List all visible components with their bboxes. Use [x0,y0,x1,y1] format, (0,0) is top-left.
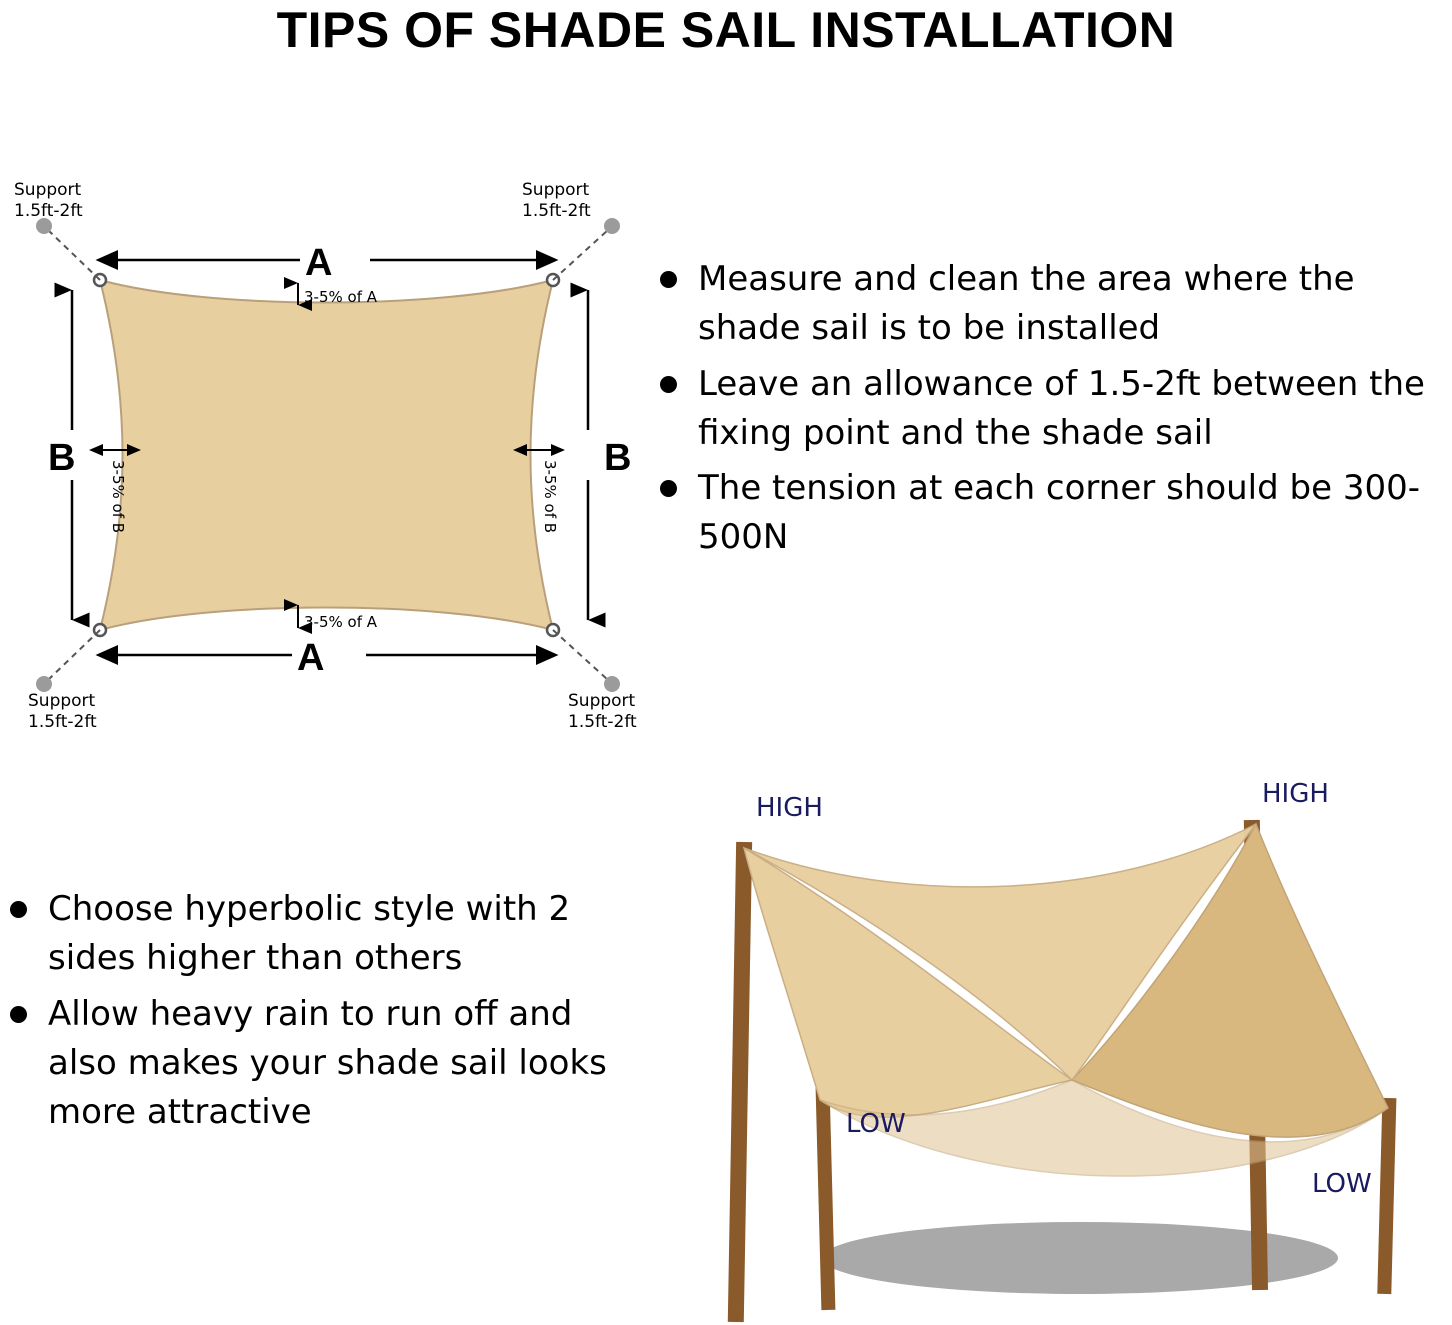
support-dot-bottom-right [604,676,620,692]
bullet-text: Choose hyperbolic style with 2 sides higher than others [48,889,571,979]
curve-label-bottom: 3-5% of A [304,613,378,631]
bullet-dot-icon [660,376,677,393]
support-line-top-right [553,230,608,280]
top-section [0,150,1452,750]
dim-label-bottom-A: A [297,637,325,679]
list-item [650,360,1450,459]
bottom-bullets [0,885,640,1143]
sail-shape [100,280,553,630]
page-title: TIPS OF SHADE SAIL INSTALLATION [276,2,1176,58]
dim-label-left-B: B [48,437,76,479]
bullet-text: Measure and clean the area where the shade sail is to be installed [698,259,1355,349]
label-high-left: HIGH [756,793,823,823]
bullet-dot-icon [10,1006,27,1023]
dim-label-right-B: B [604,437,632,479]
curve-label-left: 3-5% of B [109,460,127,534]
support-line-bottom-right [553,630,608,680]
pole-low-left [815,1080,835,1310]
support-dot-bottom-left [36,676,52,692]
support-label-top-left-line1: Support [14,180,82,200]
bullet-dot-icon [660,271,677,288]
list-item [0,885,640,984]
curve-label-top: 3-5% of A [304,288,378,306]
bullet-text: Allow heavy rain to run off and also makes your shade sail looks more attractive [48,993,607,1133]
label-low-left: LOW [846,1109,906,1139]
support-label-bottom-left-line2: 1.5ft-2ft [28,712,97,732]
support-label-top-left-line2: 1.5ft-2ft [14,201,83,221]
list-item [0,990,640,1138]
support-label-top-right-line1: Support [522,180,590,200]
curve-label-right: 3-5% of B [541,460,559,534]
dim-label-top-A: A [305,242,333,284]
bottom-section [0,760,1452,1325]
support-dot-top-right [604,218,620,234]
bullet-text: Leave an allowance of 1.5-2ft between the fixing point and the shade sail [698,363,1425,453]
label-high-right: HIGH [1262,780,1329,809]
rectangular-sail-diagram [0,150,660,750]
bullet-dot-icon [10,901,27,918]
list-item [650,464,1450,563]
hyperbolic-sail-svg [640,780,1452,1325]
bullet-text: The tension at each corner should be 300-500N [698,468,1420,558]
hyperbolic-sail-diagram [640,780,1452,1325]
list-item [650,255,1450,354]
pole-high-left [728,842,752,1322]
support-label-bottom-right-line2: 1.5ft-2ft [568,712,637,732]
support-line-top-left [48,230,100,280]
bullet-dot-icon [660,480,677,497]
rect-sail-svg [0,150,660,750]
top-bullets [650,255,1450,569]
support-label-bottom-left-line1: Support [28,691,96,711]
label-low-right: LOW [1312,1169,1372,1199]
support-label-top-right-line2: 1.5ft-2ft [522,201,591,221]
support-label-bottom-right-line1: Support [568,691,636,711]
support-line-bottom-left [48,630,100,680]
pole-low-right [1377,1098,1396,1294]
